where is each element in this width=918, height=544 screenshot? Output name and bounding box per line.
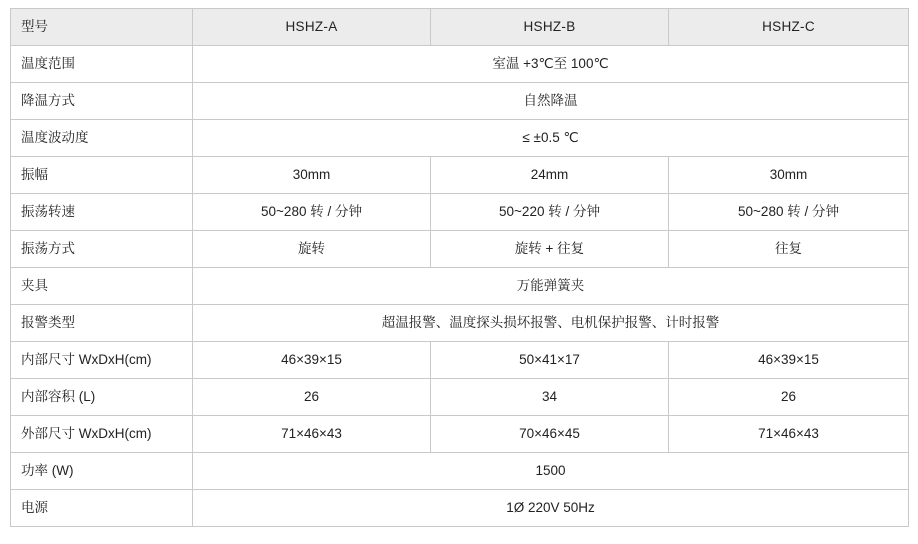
row-label: 降温方式 [11,83,193,120]
row-value-model-b: 50×41×17 [431,342,669,379]
table-row [11,231,909,268]
row-value-all-models: 自然降温 [193,83,909,120]
row-value-model-c: 50~280 转 / 分钟 [669,194,909,231]
column-header-model-label: 型号 [11,9,193,46]
row-label: 振荡转速 [11,194,193,231]
row-label: 功率 (W) [11,453,193,490]
row-label: 电源 [11,490,193,527]
row-value-model-a: 46×39×15 [193,342,431,379]
table-row [11,453,909,490]
table-row [11,83,909,120]
row-value-model-a: 50~280 转 / 分钟 [193,194,431,231]
row-value-model-b: 50~220 转 / 分钟 [431,194,669,231]
row-label: 温度范围 [11,46,193,83]
table-header-row [11,9,909,46]
table-row [11,157,909,194]
row-value-model-a: 旋转 [193,231,431,268]
column-header-model-b: HSHZ-B [431,9,669,46]
row-value-model-b: 34 [431,379,669,416]
row-label: 振荡方式 [11,231,193,268]
row-label: 内部尺寸 WxDxH(cm) [11,342,193,379]
table-row [11,120,909,157]
row-label: 报警类型 [11,305,193,342]
table-row [11,490,909,527]
row-label: 内部容积 (L) [11,379,193,416]
row-value-model-c: 30mm [669,157,909,194]
table-row [11,194,909,231]
row-label: 外部尺寸 WxDxH(cm) [11,416,193,453]
row-value-model-a: 30mm [193,157,431,194]
row-value-model-c: 71×46×43 [669,416,909,453]
row-value-all-models: 超温报警、温度探头损坏报警、电机保护报警、计时报警 [193,305,909,342]
row-label: 温度波动度 [11,120,193,157]
row-value-model-b: 24mm [431,157,669,194]
table-header [11,9,909,46]
row-value-all-models: 万能弹簧夹 [193,268,909,305]
row-value-model-c: 26 [669,379,909,416]
row-label: 振幅 [11,157,193,194]
row-value-model-c: 46×39×15 [669,342,909,379]
row-value-model-a: 26 [193,379,431,416]
row-value-all-models: 室温 +3℃至 100℃ [193,46,909,83]
table-body [11,46,909,527]
row-label: 夹具 [11,268,193,305]
specification-table [10,8,909,527]
row-value-all-models: 1Ø 220V 50Hz [193,490,909,527]
table-row [11,342,909,379]
table-row [11,379,909,416]
column-header-model-c: HSHZ-C [669,9,909,46]
table-row [11,268,909,305]
table-row [11,305,909,342]
row-value-model-a: 71×46×43 [193,416,431,453]
row-value-model-b: 70×46×45 [431,416,669,453]
row-value-model-c: 往复 [669,231,909,268]
column-header-model-a: HSHZ-A [193,9,431,46]
row-value-all-models: 1500 [193,453,909,490]
row-value-all-models: ≤ ±0.5 ℃ [193,120,909,157]
table-row [11,46,909,83]
table-row [11,416,909,453]
row-value-model-b: 旋转 + 往复 [431,231,669,268]
